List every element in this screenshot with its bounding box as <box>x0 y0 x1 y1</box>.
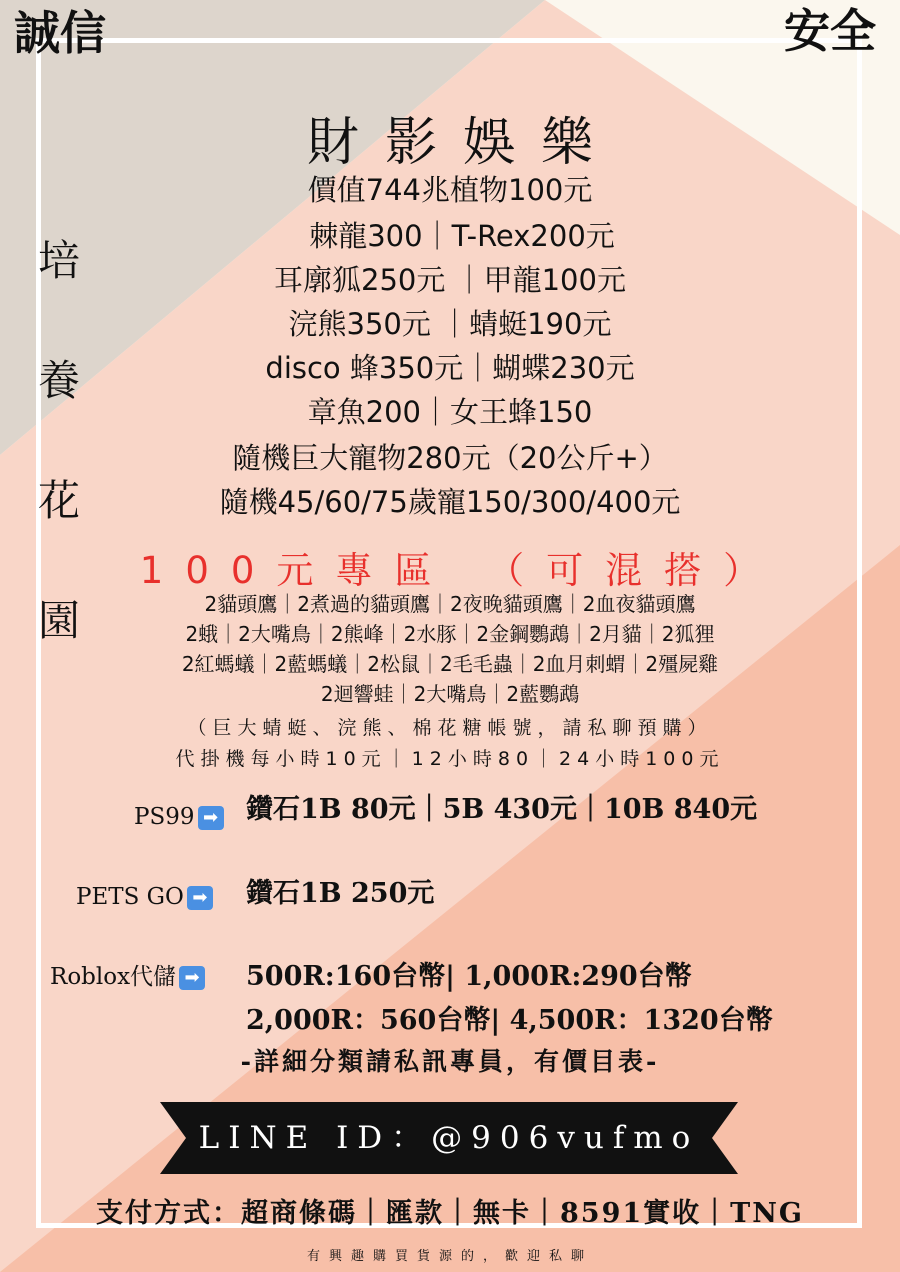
arrow-right-icon: ➡ <box>198 806 224 830</box>
page-title: 財影娛樂 <box>306 113 619 173</box>
roblox-label <box>50 966 205 990</box>
ps99-label-text: PS99 <box>134 804 195 830</box>
vertical-title-char: 園 <box>38 596 81 645</box>
corner-text-right: 安全 <box>784 4 876 58</box>
line-id-banner[interactable] <box>160 1102 738 1174</box>
roblox-price-line: 500R:160台幣| 1,000R:290台幣 <box>246 961 692 992</box>
corner-text-left: 誠信 <box>14 6 106 60</box>
line-id-text: LINE ID：@906vufmo <box>198 1120 700 1156</box>
roblox-price-line: 2,000R：560台幣| 4,500R：1320台幣 <box>246 1005 773 1036</box>
ps99-price: 鑽石1B 80元｜5B 430元｜10B 840元 <box>246 794 758 825</box>
pet-list-line: 2迴響蛙｜2大嘴鳥｜2藍鸚鵡 <box>320 682 580 706</box>
plant-price-line: 隨機45/60/75歲寵150/300/400元 <box>219 485 681 519</box>
promo-section-title: 100元專區 （可混搭） <box>139 549 783 592</box>
plant-price-line: 價值744兆植物100元 <box>307 173 593 207</box>
plant-price-line: 棘龍300｜T-Rex200元 <box>309 219 615 253</box>
ps99-label <box>134 806 224 830</box>
plant-price-line: 隨機巨大寵物280元（20公斤+） <box>232 441 668 475</box>
pet-list-line: 2蛾｜2大嘴鳥｜2熊峰｜2水豚｜2金鋼鸚鵡｜2月貓｜2狐狸 <box>185 622 715 646</box>
vertical-title-char: 花 <box>38 476 81 525</box>
footer-note: 有興趣購買貨源的，歡迎私聊 <box>306 1249 593 1264</box>
detail-note: -詳細分類請私訊專員，有價目表- <box>240 1047 660 1076</box>
vertical-title-char: 養 <box>38 356 81 405</box>
petsgo-price: 鑽石1B 250元 <box>246 878 435 909</box>
preorder-note: （巨大蜻蜓、浣熊、棉花糖帳號，請私聊預購） <box>187 717 713 739</box>
petsgo-label <box>76 886 213 910</box>
afk-price-note: 代掛機每小時10元｜12小時80｜24小時100元 <box>175 748 725 770</box>
arrow-right-icon: ➡ <box>187 886 213 910</box>
pet-list-line: 2貓頭鷹｜2煮過的貓頭鷹｜2夜晚貓頭鷹｜2血夜貓頭鷹 <box>204 592 696 616</box>
plant-price-line: disco 蜂350元｜蝴蝶230元 <box>265 351 635 385</box>
vertical-title-char: 培 <box>38 236 81 285</box>
roblox-label-text: Roblox代儲 <box>50 964 177 990</box>
payment-methods: 支付方式：超商條碼｜匯款｜無卡｜8591實收｜TNG <box>96 1198 804 1229</box>
pet-list-line: 2紅螞蟻｜2藍螞蟻｜2松鼠｜2毛毛蟲｜2血月刺蝟｜2殭屍雞 <box>181 652 719 676</box>
plant-price-line: 浣熊350元 ｜蜻蜓190元 <box>288 307 612 341</box>
arrow-right-icon: ➡ <box>179 966 205 990</box>
plant-price-line: 耳廓狐250元 ｜甲龍100元 <box>274 263 626 297</box>
petsgo-label-text: PETS GO <box>76 884 184 910</box>
plant-price-line: 章魚200｜女王蜂150 <box>307 395 593 429</box>
